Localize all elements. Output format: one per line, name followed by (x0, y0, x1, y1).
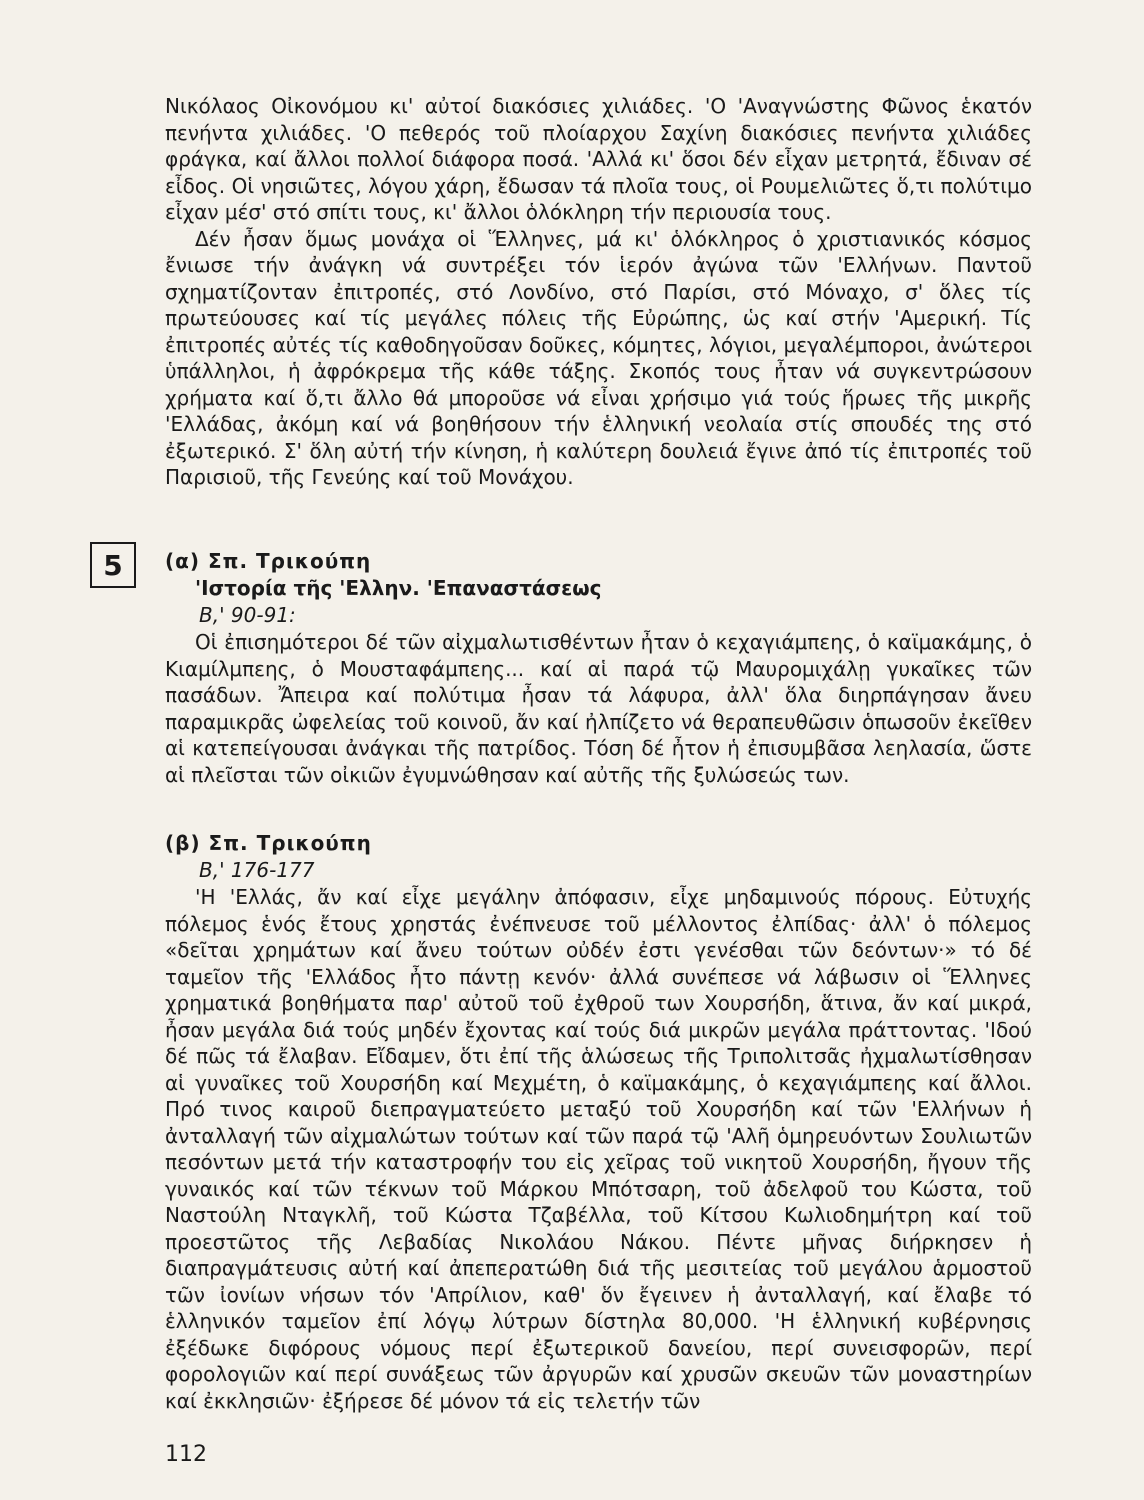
section-a-label: (α) Σπ. Τρικούπη (165, 549, 372, 573)
section-b-text (165, 884, 1032, 1414)
section-b-label: (β) Σπ. Τρικούπη (165, 831, 372, 855)
section-b-paragraph: 'Η 'Ελλάς, ἄν καί εἶχε μεγάλην ἀπόφασιν, εἶχε μηδαμινούς πόρους. Εὐτυχής πόλεμος ἑνός ἔτους χρηστάς ἐνέπνευσε τοῦ μέλλοντος ἐλπίδας· ἀλλ' ὁ πόλεμος «δεῖται χρημάτων καί ἄνευ τούτων οὐδέν ἐστι γενέσθαι τῶν δεόντων·» τό δέ ταμεῖον τῆς 'Ελλάδος ἦτο πάντῃ κενόν· ἀλλά συνέπεσε νά λάβωσιν οἱ Ἕλληνες χρηματικά βοηθήματα παρ' αὐτοῦ τοῦ ἐχθροῦ των Χουρσήδη, ἅτινα, ἄν καί μικρά, ἦσαν μεγάλα διά τούς μηδέν ἔχοντας καί τούς διά μικρῶν μεγάλα πράττοντας. 'Ιδού δέ πῶς τά ἔλαβαν. Εἴδαμεν, ὅτι ἐπί τῆς ἁλώσεως τῆς Τριπολιτσᾶς ἠχμαλωτίσθησαν αἱ γυναῖκες τοῦ Χουρσήδη καί Μεχμέτη, ὁ καϊμακάμης, ὁ κεχαγιάμπεης καί ἄλλοι. Πρό τινος καιροῦ διεπραγματεύετο μεταξύ τοῦ Χουρσήδη καί τῶν 'Ελλήνων ἡ ἀνταλλαγή τῶν αἰχμαλώτων τούτων καί τῶν παρά τῷ 'Αλῆ ὁμηρευόντων Σουλιωτῶν πεσόντων μετά τήν καταστροφήν του εἰς χεῖρας τοῦ νικητοῦ Χουρσήδη, ἤγουν τῆς γυναικός καί τῶν τέκνων τοῦ Μάρκου Μπότσαρη, τοῦ ἀδελφοῦ του Κώστα, τοῦ Ναστούλη Νταγκλῆ, τοῦ Κώστα Τζαβέλλα, τοῦ Κίτσου Κωλιοδημήτρη καί τοῦ προεστῶτος τῆς Λεβαδίας Νικολάου Νάκου. Πέντε μῆνας διήρκησεν ἡ διαπραγμάτευσις αὐτή καί ἀπεπερατώθη διά τῆς μεσιτείας τοῦ μεγάλου ἁρμοστοῦ τῶν ἰονίων νήσων τόν 'Απρίλιον, καθ' ὅν ἔγεινεν ἡ ἀνταλλαγή, καί ἔλαβε τό ἑλληνικόν ταμεῖον ἐπί λόγῳ λύτρων δίστηλα 80,000. 'Η ἑλληνική κυβέρνησις ἐξέδωκε διφόρους νόμους περί ἐξωτερικοῦ δανείου, περί συνεισφορῶν, περί φορολογιῶν καί περί συνάξεως τῶν ἀργυρῶν καί χρυσῶν σκευῶν τῶν μοναστηρίων καί ἐκκλησιῶν· ἐξήρεσε δέ μόνον τά εἰς τελετήν τῶν (165, 885, 1032, 1413)
page-number: 112 (165, 1442, 207, 1467)
intro-text (165, 93, 1032, 491)
section-b-ref: Β,' 176-177 (199, 858, 315, 882)
section-a-text (165, 629, 1032, 788)
section-a-ref: Β,' 90-91: (199, 603, 296, 627)
section-number-box: 5 (90, 542, 136, 588)
intro-paragraph: Νικόλαος Οἰκονόμου κι' αὐτοί διακόσιες χιλιάδες. 'Ο 'Αναγνώστης Φῶνος ἑκατόν πενήντα χιλιάδες. 'Ο πεθερός τοῦ πλοίαρχου Σαχίνη διακόσιες πενήντα χιλιάδες φράγκα, καί ἄλλοι πολλοί διάφορα ποσά. 'Αλλά κι' ὅσοι δέν εἶχαν μετρητά, ἔδιναν σέ εἶδος. Οἱ νησιῶτες, λόγου χάρη, ἔδωσαν τά πλοῖα τους, οἱ Ρουμελιῶτες ὅ,τι πολύτιμο εἶχαν μέσ' στό σπίτι τους, κι' ἄλλοι ὁλόκληρη τήν περιουσία τους. (165, 94, 1032, 224)
intro-paragraph: Δέν ἦσαν ὅμως μονάχα οἱ Ἕλληνες, μά κι' ὁλόκληρος ὁ χριστιανικός κόσμος ἔνιωσε τήν ἀνάγκη νά συντρέξει τόν ἱερόν ἀγώνα τῶν 'Ελλήνων. Παντοῦ σχηματίζονταν ἐπιτροπές, στό Λονδίνο, στό Παρίσι, στό Μόναχο, σ' ὅλες τίς πρωτεύουσες καί τίς μεγάλες πόλεις τῆς Εὐρώπης, ὡς καί στήν 'Αμερική. Τίς ἐπιτροπές αὐτές τίς καθοδηγοῦσαν δοῦκες, κόμητες, λόγιοι, μεγαλέμποροι, ἀνώτεροι ὑπάλληλοι, ἡ ἀφρόκρεμα τῆς κάθε τάξης. Σκοπός τους ἦταν νά συγκεντρώσουν χρήματα καί ὅ,τι ἄλλο θά μποροῦσε νά εἶναι χρήσιμο γιά τούς ἥρωες τῆς μικρῆς 'Ελλάδας, ἀκόμη καί νά βοηθήσουν τήν ἑλληνική νεολαία στίς σπουδές της στό ἐξωτερικό. Σ' ὅλη αὐτή τήν κίνηση, ἡ καλύτερη δουλειά ἔγινε ἀπό τίς ἐπιτροπές τοῦ Παρισιοῦ, τῆς Γενεύης καί τοῦ Μονάχου. (165, 226, 1032, 489)
section-a-title: 'Ιστορία τῆς 'Ελλην. 'Επαναστάσεως (195, 576, 602, 600)
section-a-paragraph: Οἱ ἐπισημότεροι δέ τῶν αἰχμαλωτισθέντων ἦταν ὁ κεχαγιάμπεης, ὁ καϊμακάμης, ὁ Κιαμίλμπεης, ὁ Μουσταφάμπεης... καί αἱ παρά τῷ Μαυρομιχάλῃ γυκαῖκες τῶν πασάδων. Ἄπειρα καί πολύτιμα ἦσαν τά λάφυρα, ἀλλ' ὅλα διηρπάγησαν ἄνευ παραμικρᾶς ὠφελείας τοῦ κοινοῦ, ἄν καί ἠλπίζετο νά θεραπευθῶσιν ὁπωσοῦν ἐκεῖθεν αἱ κατεπείγουσαι ἀνάγκαι τῆς πατρίδος. Τόση δέ ἦτον ἡ ἐπισυμβᾶσα λεηλασία, ὥστε αἱ πλεῖσται τῶν οἰκιῶν ἐγυμνώθησαν καί αὐτῆς τῆς ξυλώσεώς των. (165, 630, 1032, 787)
